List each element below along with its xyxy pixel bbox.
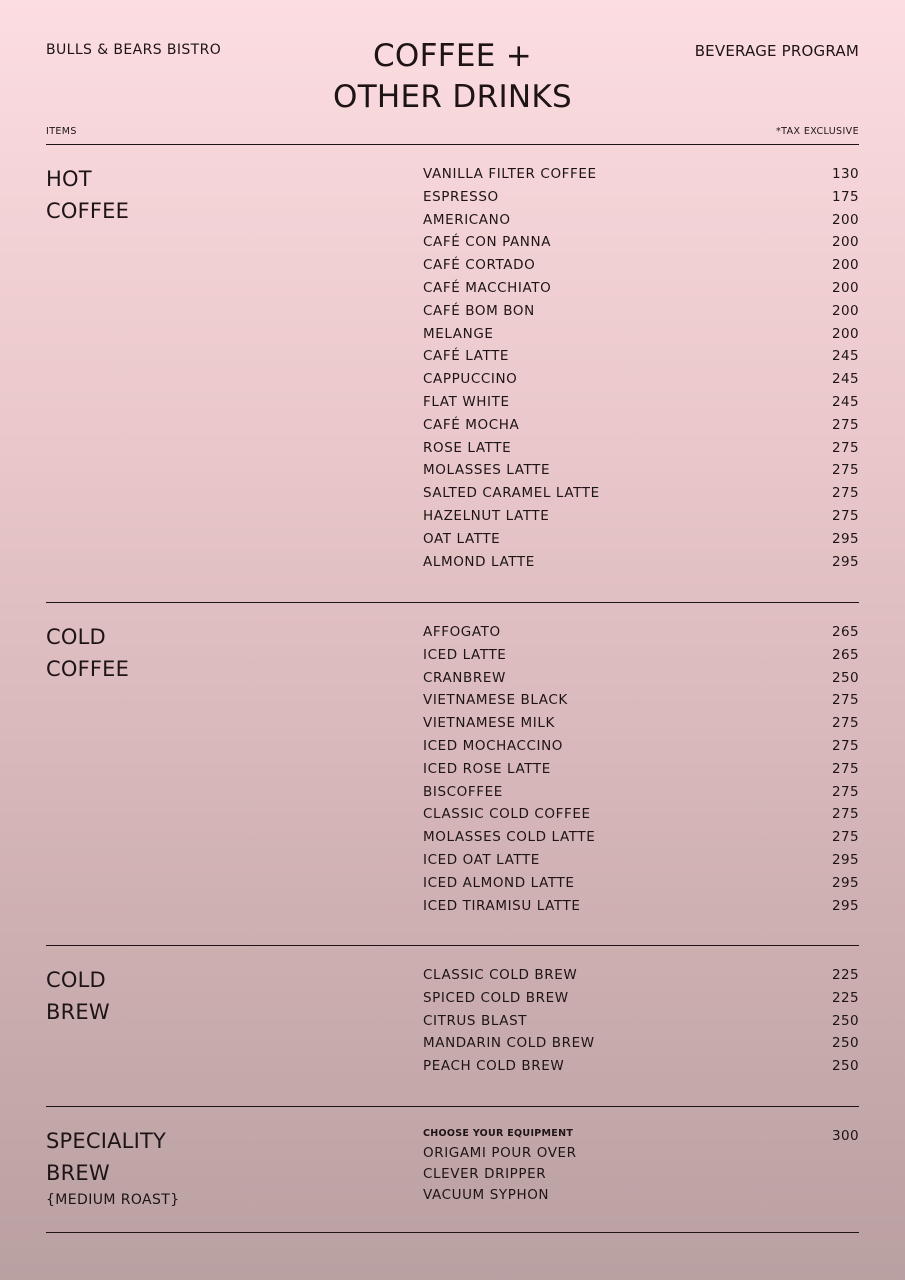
program-label: BEVERAGE PROGRAM	[694, 42, 859, 60]
menu-item	[423, 231, 859, 254]
section-title-line-1: COLD	[46, 968, 106, 992]
item-list	[423, 621, 859, 917]
menu-item	[423, 735, 859, 758]
menu-item-name: CAFÉ MACCHIATO	[423, 279, 552, 296]
menu-item	[423, 964, 859, 987]
menu-item-name: FLAT WHITE	[423, 393, 510, 410]
menu-item	[423, 254, 859, 277]
menu-item-name: ICED LATTE	[423, 646, 507, 663]
menu-item-price: 265	[832, 646, 859, 663]
menu-item-price: 295	[832, 851, 859, 868]
menu-item-price: 130	[832, 166, 859, 182]
menu-item-name: CAFÉ CON PANNA	[423, 234, 552, 251]
menu-item-name: CLASSIC COLD BREW	[423, 967, 578, 983]
menu-item-price: 250	[832, 1058, 859, 1075]
roast-note: {MEDIUM ROAST}	[46, 1192, 180, 1208]
menu-item-price: 250	[832, 1035, 859, 1052]
section-divider	[46, 945, 859, 946]
menu-item	[423, 186, 859, 209]
menu-item-price: 265	[832, 624, 859, 640]
menu-item-price: 295	[832, 553, 859, 570]
menu-item	[423, 551, 859, 574]
menu-item-price: 200	[832, 325, 859, 342]
section-title-line-1: HOT	[46, 167, 92, 191]
menu-item	[423, 277, 859, 300]
menu-item-price: 275	[832, 760, 859, 777]
menu-item-name: CAFÉ LATTE	[423, 348, 510, 365]
equipment-list	[423, 1125, 859, 1206]
menu-item	[423, 163, 859, 186]
menu-item-price: 275	[832, 737, 859, 754]
menu-item	[423, 872, 859, 895]
menu-item	[423, 826, 859, 849]
header-rule	[46, 144, 859, 145]
menu-item-price: 275	[832, 485, 859, 502]
menu-item	[423, 712, 859, 735]
menu-item-name: AFFOGATO	[423, 624, 501, 640]
menu-item-price: 275	[832, 715, 859, 732]
equipment-item: CLEVER DRIPPER	[423, 1166, 547, 1182]
menu-item-price: 275	[832, 416, 859, 433]
menu-item	[423, 895, 859, 918]
section-title-line-2: BREW	[46, 1161, 110, 1185]
menu-item	[423, 414, 859, 437]
menu-item	[423, 1032, 859, 1055]
menu-item-name: MANDARIN COLD BREW	[423, 1035, 595, 1052]
menu-item	[423, 482, 859, 505]
menu-item-price: 200	[832, 211, 859, 228]
section-title-line-2: BREW	[46, 1000, 110, 1024]
menu-item	[423, 1055, 859, 1078]
section-title	[46, 621, 129, 685]
menu-item	[423, 505, 859, 528]
menu-item-name: BISCOFFEE	[423, 783, 503, 800]
menu-item-name: MOLASSES COLD LATTE	[423, 829, 596, 846]
menu-title-line-1: COFFEE +	[372, 38, 533, 74]
menu-title-line-2: OTHER DRINKS	[333, 79, 572, 115]
equipment-item: VACUUM SYPHON	[423, 1187, 550, 1203]
menu-item	[423, 528, 859, 551]
menu-item-name: AMERICANO	[423, 211, 511, 228]
item-list	[423, 964, 859, 1078]
menu-item	[423, 345, 859, 368]
section-title-line-2: COFFEE	[46, 199, 130, 223]
menu-item-name: ICED OAT LATTE	[423, 851, 540, 868]
menu-item-name: SPICED COLD BREW	[423, 989, 569, 1006]
item-list	[423, 163, 859, 573]
menu-item-name: CLASSIC COLD COFFEE	[423, 806, 591, 823]
section-title-line-1: COLD	[46, 625, 106, 649]
menu-item-price: 250	[832, 1012, 859, 1029]
menu-item-name: ALMOND LATTE	[423, 553, 535, 570]
menu-item-name: CAFÉ MOCHA	[423, 416, 520, 433]
menu-item-price: 275	[832, 462, 859, 479]
menu-item-name: ESPRESSO	[423, 188, 499, 205]
menu-item-name: VIETNAMESE BLACK	[423, 692, 568, 709]
menu-item-name: CITRUS BLAST	[423, 1012, 528, 1029]
restaurant-name: BULLS & BEARS BISTRO	[46, 42, 222, 58]
menu-item	[423, 621, 859, 644]
menu-item	[423, 209, 859, 232]
section-title-line-1: SPECIALITY	[46, 1129, 167, 1153]
menu-item-name: MELANGE	[423, 325, 494, 342]
menu-item-price: 200	[832, 257, 859, 274]
menu-item-name: ICED ALMOND LATTE	[423, 874, 575, 891]
menu-item	[423, 323, 859, 346]
menu-item-name: ROSE LATTE	[423, 439, 512, 456]
menu-item	[423, 758, 859, 781]
equipment-item: ORIGAMI POUR OVER	[423, 1145, 577, 1161]
menu-item	[423, 459, 859, 482]
tax-note: *TAX EXCLUSIVE	[775, 126, 859, 137]
menu-item-price: 295	[832, 897, 859, 914]
menu-item-name: CRANBREW	[423, 669, 506, 686]
menu-item-name: VIETNAMESE MILK	[423, 715, 555, 732]
menu-item-name: HAZELNUT LATTE	[423, 507, 550, 524]
menu-item-price: 275	[832, 692, 859, 709]
menu-item-price: 275	[832, 507, 859, 524]
menu-item-name: PEACH COLD BREW	[423, 1058, 565, 1075]
menu-item-price: 275	[832, 806, 859, 823]
menu-item-price: 275	[832, 829, 859, 846]
menu-item	[423, 667, 859, 690]
menu-item-name: CAPPUCCINO	[423, 371, 518, 388]
menu-item-name: VANILLA FILTER COFFEE	[423, 166, 597, 182]
section-title-line-2: COFFEE	[46, 657, 130, 681]
menu-item-price: 245	[832, 348, 859, 365]
menu-item-price: 175	[832, 188, 859, 205]
section-title	[46, 163, 129, 227]
menu-item	[423, 300, 859, 323]
menu-item	[423, 781, 859, 804]
menu-item-name: MOLASSES LATTE	[423, 462, 551, 479]
items-column-header: ITEMS	[46, 126, 77, 137]
speciality-price: 300	[832, 1128, 859, 1144]
section-title	[46, 964, 110, 1028]
menu-item-name: SALTED CARAMEL LATTE	[423, 485, 600, 502]
menu-item	[423, 849, 859, 872]
menu-item-name: ICED TIRAMISU LATTE	[423, 897, 581, 914]
menu-item	[423, 803, 859, 826]
menu-item-name: CAFÉ CORTADO	[423, 257, 536, 274]
menu-item	[423, 644, 859, 667]
menu-item	[423, 987, 859, 1010]
menu-item	[423, 437, 859, 460]
menu-item-price: 275	[832, 783, 859, 800]
menu-item-price: 200	[832, 279, 859, 296]
menu-item-name: OAT LATTE	[423, 530, 501, 547]
section-divider	[46, 602, 859, 603]
menu-item-price: 250	[832, 669, 859, 686]
menu-item	[423, 391, 859, 414]
menu-item-price: 275	[832, 439, 859, 456]
menu-item-price: 295	[832, 874, 859, 891]
menu-item-price: 245	[832, 393, 859, 410]
menu-item	[423, 1010, 859, 1033]
menu-item-price: 200	[832, 234, 859, 251]
menu-item-price: 295	[832, 530, 859, 547]
menu-item-price: 225	[832, 989, 859, 1006]
equipment-label: CHOOSE YOUR EQUIPMENT	[423, 1128, 574, 1139]
menu-item	[423, 368, 859, 391]
section-title	[46, 1125, 180, 1211]
section-divider	[46, 1106, 859, 1107]
menu-item-price: 200	[832, 302, 859, 319]
menu-item-price: 225	[832, 967, 859, 983]
menu-item-price: 245	[832, 371, 859, 388]
menu-item-name: ICED ROSE LATTE	[423, 760, 551, 777]
menu-item-name: ICED MOCHACCINO	[423, 737, 564, 754]
footer-rule	[46, 1232, 859, 1233]
menu-item-name: CAFÉ BOM BON	[423, 302, 535, 319]
menu-item	[423, 689, 859, 712]
